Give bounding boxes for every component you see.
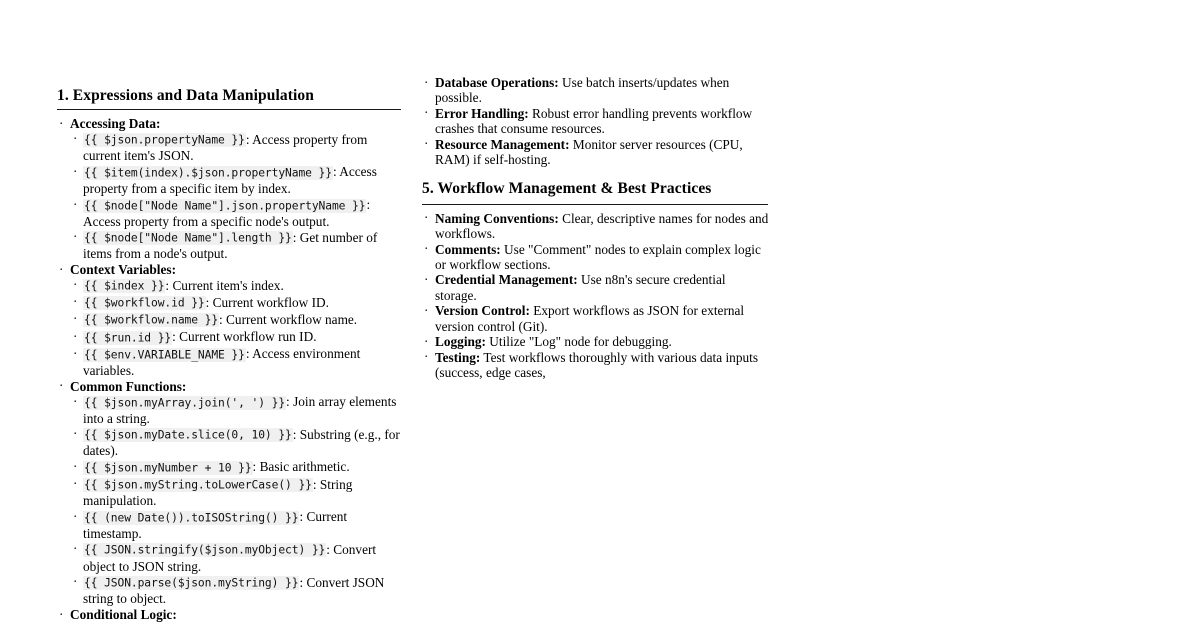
list-item: [70, 295, 402, 312]
item-term: Comments:: [435, 241, 501, 257]
section-rule: [57, 109, 401, 110]
code-snippet: {{ $run.id }}: [84, 331, 172, 344]
code-snippet: {{ $json.propertyName }}: [84, 133, 245, 147]
item-term: Logging:: [435, 334, 486, 350]
list-item: [70, 346, 402, 378]
list-item: [70, 132, 402, 164]
item-description: : Current item's index.: [165, 277, 284, 293]
list-item: [70, 459, 402, 476]
list-item: [70, 477, 402, 509]
list-item: [70, 278, 402, 295]
item-term: Testing:: [435, 349, 481, 365]
list-item: [422, 334, 769, 349]
code-snippet: {{ JSON.stringify($json.myObject) }}: [84, 543, 326, 557]
item-description: : Current workflow name.: [219, 311, 358, 327]
list-item: [70, 394, 402, 426]
section-expressions: [57, 86, 402, 623]
code-snippet: {{ $json.myDate.slice(0, 10) }}: [84, 428, 292, 442]
item-term: Version Control:: [435, 303, 530, 319]
list-item: [422, 272, 769, 302]
list-item: [422, 211, 769, 241]
code-snippet: {{ (new Date()).toISOString() }}: [84, 511, 299, 525]
item-description: Use batch inserts/updates when possible.: [435, 75, 730, 106]
item-description: : Get number of items from a node's output.: [83, 229, 378, 262]
item-description: : Current workflow ID.: [205, 294, 329, 310]
list-item: [70, 575, 402, 607]
group-label: Conditional Logic:: [70, 607, 177, 623]
item-description: Test workflows thoroughly with various data inputs (success, edge cases,: [435, 349, 758, 381]
list-item: [422, 75, 769, 105]
item-description: Monitor server resources (CPU, RAM) if self-hosting.: [435, 136, 743, 168]
list-item: [422, 137, 769, 167]
item-description: : Current timestamp.: [83, 509, 348, 541]
item-description: Robust error handling prevents workflow crashes that consume resources.: [435, 105, 753, 137]
list-item: [422, 106, 769, 136]
list-item: [70, 329, 402, 346]
item-description: : Convert object to JSON string.: [83, 541, 377, 574]
best-practices-list: [422, 211, 769, 381]
code-snippet: {{ $index }}: [84, 279, 165, 293]
section-rule: [422, 204, 768, 205]
item-description: Utilize "Log" node for debugging.: [485, 334, 672, 350]
item-description: : Substring (e.g., for dates).: [83, 426, 400, 459]
item-description: Export workflows as JSON for external version control (Git).: [435, 303, 745, 334]
expression-list-accessing-data: [70, 132, 402, 262]
item-description: : Basic arithmetic.: [252, 459, 350, 475]
item-description: : Access property from current item's JSON.: [83, 131, 368, 164]
expressions-group-list: [57, 116, 402, 622]
item-term: Naming Conventions:: [435, 210, 559, 226]
item-description: : Access property from a specific item by index.: [83, 164, 377, 196]
item-description: : String manipulation.: [83, 476, 353, 509]
item-term: Credential Management:: [435, 272, 578, 288]
item-description: : Convert JSON string to object.: [83, 574, 385, 607]
item-description: : Current workflow run ID.: [172, 329, 317, 344]
right-column: [422, 0, 769, 381]
group-conditional-logic: [57, 607, 402, 622]
item-description: Clear, descriptive names for nodes and workflows.: [435, 210, 769, 241]
list-item: [70, 509, 402, 541]
group-context-variables: [57, 262, 402, 378]
list-item: [422, 350, 769, 380]
code-snippet: {{ $json.myNumber + 10 }}: [84, 461, 252, 475]
group-label: Accessing Data:: [70, 116, 161, 132]
section-heading-workflow-management: 5. Workflow Management & Best Practices: [422, 180, 712, 198]
code-snippet: {{ $env.VARIABLE_NAME }}: [84, 348, 245, 362]
list-item: [422, 303, 769, 333]
list-item: [70, 312, 402, 329]
item-description: : Access property from a specific node's output.: [83, 197, 371, 229]
list-item: [70, 427, 402, 459]
group-label: Common Functions:: [70, 378, 187, 394]
list-item: [70, 164, 402, 196]
list-item: [422, 242, 769, 272]
item-term: Resource Management:: [435, 136, 570, 152]
code-snippet: {{ $json.myArray.join(', ') }}: [84, 396, 286, 410]
expression-list-common-functions: [70, 394, 402, 607]
group-common-functions: [57, 379, 402, 607]
item-description: : Join array elements into a string.: [83, 394, 397, 426]
list-item: [70, 197, 402, 229]
code-snippet: {{ $node["Node Name"].length }}: [84, 231, 292, 245]
code-snippet: {{ $item(index).$json.propertyName }}: [84, 166, 332, 180]
code-snippet: {{ $workflow.name }}: [84, 313, 219, 327]
item-term: Error Handling:: [435, 105, 529, 121]
code-snippet: {{ JSON.parse($json.myString) }}: [84, 576, 299, 590]
group-accessing-data: [57, 116, 402, 262]
section-heading-expressions: 1. Expressions and Data Manipulation: [57, 87, 314, 104]
code-snippet: {{ $node["Node Name"].json.propertyName }}: [84, 199, 366, 213]
item-description: : Access environment variables.: [83, 346, 361, 378]
item-description: Use "Comment" nodes to explain complex logic or workflow sections.: [435, 241, 761, 272]
item-term: Database Operations:: [435, 75, 559, 90]
continued-bullet-list: [422, 75, 769, 167]
code-snippet: {{ $workflow.id }}: [84, 296, 205, 310]
section-workflow-management: [422, 179, 769, 380]
group-label: Context Variables:: [70, 262, 177, 278]
expression-list-context-variables: [70, 278, 402, 379]
item-description: Use n8n's secure credential storage.: [435, 272, 726, 303]
list-item: [70, 230, 402, 262]
left-column: [57, 0, 402, 623]
code-snippet: {{ $json.myString.toLowerCase() }}: [84, 478, 312, 492]
list-item: [70, 542, 402, 574]
